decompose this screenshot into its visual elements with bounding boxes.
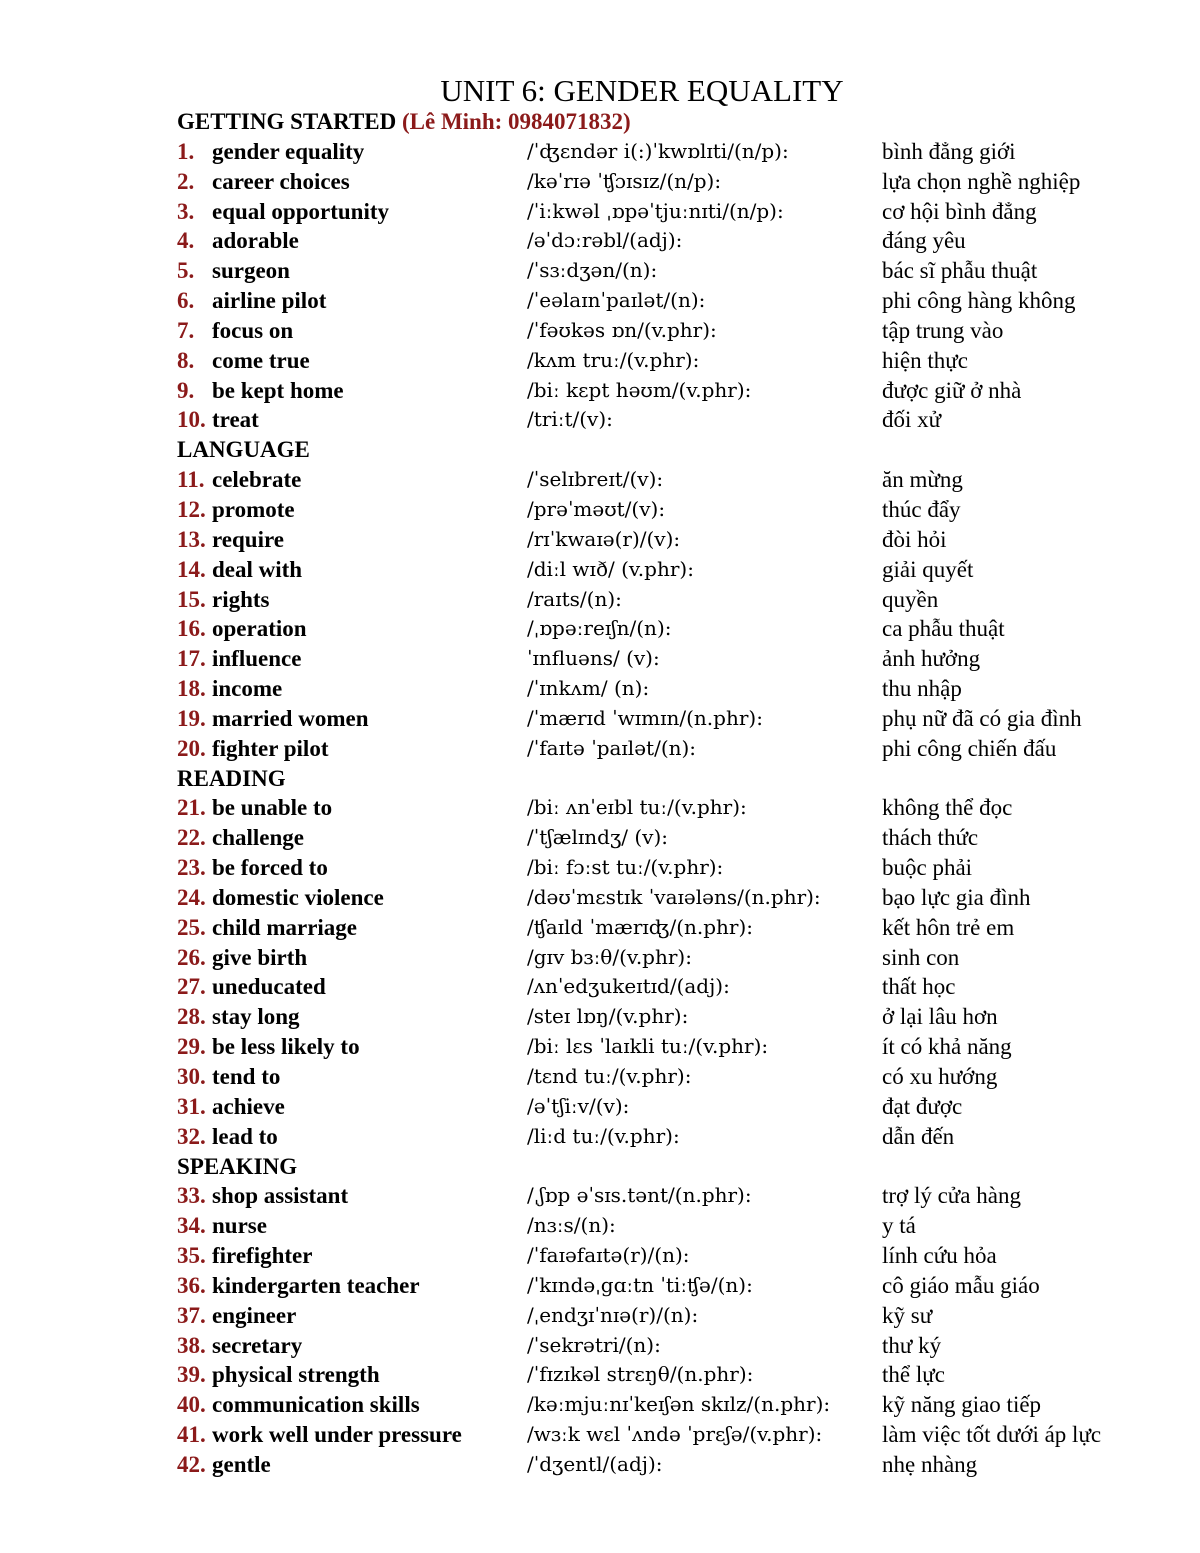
vocab-meaning: bác sĩ phẫu thuật	[882, 258, 1038, 284]
vocab-meaning: thể lực	[882, 1362, 945, 1388]
vocab-row	[177, 972, 1137, 1002]
vocab-number: 29.	[177, 1034, 206, 1060]
vocab-meaning: lính cứu hỏa	[882, 1243, 997, 1269]
vocab-word: child marriage	[212, 914, 357, 940]
vocab-number: 18.	[177, 676, 206, 702]
vocab-ipa: /prəˈməʊt/(v):	[527, 496, 666, 521]
vocab-ipa: /ˌendʒɪˈnɪə(r)/(n):	[527, 1302, 699, 1327]
vocab-meaning: nhẹ nhàng	[882, 1451, 978, 1477]
vocab-number: 28.	[177, 1004, 206, 1030]
vocab-word: tend to	[212, 1064, 281, 1089]
vocab-meaning: bạo lực gia đình	[882, 884, 1031, 910]
vocab-meaning: làm việc tốt dưới áp lực	[882, 1422, 1102, 1448]
vocab-row	[177, 167, 1137, 197]
vocab-word: physical strength	[212, 1362, 380, 1388]
vocab-meaning: thách thức	[882, 825, 979, 851]
section-heading	[177, 1152, 1137, 1182]
vocab-ipa: /tɛnd tuː/(v.phr):	[527, 1064, 692, 1088]
vocab-word: gender equality	[212, 138, 365, 164]
section-heading-text: READING	[177, 765, 286, 791]
vocab-word: communication skills	[212, 1392, 420, 1418]
vocab-number: 14.	[177, 556, 206, 582]
vocab-word: influence	[212, 646, 302, 672]
vocab-ipa: /steɪ lɒŋ/(v.phr):	[527, 1004, 689, 1029]
vocab-row	[177, 316, 1137, 346]
vocab-number: 12.	[177, 496, 206, 522]
section-heading-text: GETTING STARTED	[177, 109, 397, 134]
vocab-meaning: ảnh hưởng	[882, 646, 981, 672]
vocab-ipa: /liːd tuː/(v.phr):	[527, 1123, 680, 1148]
vocab-row	[177, 1420, 1137, 1450]
vocab-ipa: /ˈeəlaɪnˈpaɪlət/(n):	[527, 288, 706, 313]
vocab-meaning: thu nhập	[882, 676, 962, 702]
vocab-ipa: /ˌʃɒp əˈsɪs.tənt/(n.phr):	[527, 1183, 752, 1208]
vocab-row	[177, 376, 1137, 406]
vocab-word: shop assistant	[212, 1183, 349, 1209]
vocab-meaning: buộc phải	[882, 855, 973, 881]
vocab-ipa: /biː kɛpt həʊm/(v.phr):	[527, 377, 752, 402]
vocab-row	[177, 853, 1137, 883]
vocab-ipa: /dəʊˈmɛstɪk ˈvaɪələns/(n.phr):	[527, 884, 821, 909]
vocab-number: 1.	[177, 138, 195, 164]
vocab-ipa: /ˈfaɪəfaɪtə(r)/(n):	[527, 1243, 690, 1268]
vocab-row	[177, 1271, 1137, 1301]
vocab-row	[177, 1092, 1137, 1122]
vocab-number: 17.	[177, 646, 206, 672]
vocab-word: income	[212, 676, 283, 702]
vocab-word: adorable	[212, 228, 299, 254]
vocab-ipa: /əˈtʃiːv/(v):	[527, 1093, 630, 1118]
vocab-ipa: /biː lɛs ˈlaɪkli tuː/(v.phr):	[527, 1034, 769, 1059]
vocab-word: fighter pilot	[212, 735, 329, 761]
vocab-word: gentle	[212, 1451, 271, 1477]
vocab-ipa: /ʧaɪld ˈmærɪʤ/(n.phr):	[527, 914, 754, 939]
vocab-row	[177, 1450, 1137, 1480]
vocab-number: 23.	[177, 855, 206, 881]
vocab-row	[177, 1211, 1137, 1241]
vocab-row	[177, 346, 1137, 376]
vocab-ipa: /ˈtʃælɪndʒ/ (v):	[527, 825, 669, 850]
vocab-row	[177, 793, 1137, 823]
vocabulary-list	[177, 107, 1137, 1480]
vocab-word: equal opportunity	[212, 198, 390, 224]
vocab-number: 15.	[177, 586, 206, 612]
vocab-row	[177, 704, 1137, 734]
vocab-meaning: quyền	[882, 586, 939, 612]
vocab-meaning: sinh con	[882, 944, 960, 970]
vocab-word: rights	[212, 586, 270, 612]
vocab-ipa: /kəˈrɪə ˈʧɔɪsɪz/(n/p):	[527, 168, 722, 193]
vocab-ipa: /diːl wɪð/ (v.phr):	[527, 556, 694, 581]
vocab-row	[177, 1301, 1137, 1331]
vocab-row	[177, 585, 1137, 615]
vocab-ipa: /rɪˈkwaɪə(r)/(v):	[527, 526, 681, 551]
vocab-meaning: đòi hỏi	[882, 526, 947, 552]
vocab-ipa: /ˈselɪbreɪt/(v):	[527, 467, 664, 492]
vocab-number: 31.	[177, 1093, 206, 1119]
vocab-ipa: /gɪv bɜːθ/(v.phr):	[527, 944, 692, 969]
vocab-meaning: kết hôn trẻ em	[882, 914, 1015, 940]
vocab-number: 25.	[177, 914, 206, 940]
vocab-row	[177, 1390, 1137, 1420]
vocab-ipa: /biː ʌnˈeɪbl tuː/(v.phr):	[527, 795, 747, 820]
vocab-number: 9.	[177, 377, 195, 403]
section-heading	[177, 107, 1137, 137]
vocab-meaning: đạt được	[882, 1093, 963, 1119]
vocab-ipa: /kʌm truː/(v.phr):	[527, 347, 700, 372]
vocab-ipa: /raɪts/(n):	[527, 586, 622, 611]
vocab-meaning: đối xử	[882, 407, 942, 433]
vocab-meaning: ít có khả năng	[882, 1034, 1012, 1060]
vocab-number: 10.	[177, 407, 206, 433]
vocab-meaning: tập trung vào	[882, 317, 1004, 343]
vocab-word: come true	[212, 347, 310, 373]
vocab-number: 7.	[177, 317, 195, 343]
vocab-number: 26.	[177, 944, 206, 970]
vocab-row	[177, 614, 1137, 644]
vocab-meaning: giải quyết	[882, 556, 974, 582]
vocab-meaning: dẫn đến	[882, 1123, 955, 1149]
section-heading-text: SPEAKING	[177, 1153, 298, 1179]
vocab-row	[177, 1002, 1137, 1032]
vocab-ipa: /ˈɪnkʌm/ (n):	[527, 676, 650, 701]
vocab-word: secretary	[212, 1332, 303, 1358]
vocab-word: give birth	[212, 944, 308, 970]
vocab-row	[177, 137, 1137, 167]
vocab-word: operation	[212, 616, 307, 642]
vocab-number: 11.	[177, 467, 205, 493]
vocab-number: 32.	[177, 1123, 206, 1149]
vocab-number: 4.	[177, 228, 195, 254]
vocab-number: 16.	[177, 616, 206, 642]
vocab-row	[177, 405, 1137, 435]
vocab-meaning: được giữ ở nhà	[882, 377, 1022, 403]
vocab-number: 6.	[177, 288, 195, 314]
vocab-word: promote	[212, 496, 295, 522]
vocab-row	[177, 525, 1137, 555]
section-heading-text: LANGUAGE	[177, 437, 310, 463]
vocab-number: 33.	[177, 1183, 206, 1209]
vocab-row	[177, 1062, 1137, 1092]
vocab-word: airline pilot	[212, 288, 327, 314]
vocab-row	[177, 1331, 1137, 1361]
vocab-word: stay long	[212, 1004, 300, 1030]
vocab-number: 39.	[177, 1362, 206, 1388]
vocab-ipa: /ˈfɪzɪkəl strɛŋθ/(n.phr):	[527, 1362, 754, 1387]
vocab-ipa: /ˈsɜːdʒən/(n):	[527, 258, 658, 283]
vocab-row	[177, 555, 1137, 585]
vocab-word: be forced to	[212, 855, 328, 881]
vocab-row	[177, 1241, 1137, 1271]
vocab-word: be kept home	[212, 377, 344, 403]
vocab-row	[177, 823, 1137, 853]
vocab-word: kindergarten teacher	[212, 1272, 420, 1298]
vocab-row	[177, 734, 1137, 764]
vocab-row	[177, 226, 1137, 256]
vocab-number: 5.	[177, 258, 195, 284]
vocab-ipa: /kəːmjuːnɪˈkeɪʃən skɪlz/(n.phr):	[527, 1392, 831, 1417]
vocab-word: firefighter	[212, 1243, 313, 1269]
vocab-row	[177, 197, 1137, 227]
vocab-row	[177, 256, 1137, 286]
vocab-word: surgeon	[212, 258, 290, 284]
vocab-number: 37.	[177, 1302, 206, 1328]
vocab-ipa: /triːt/(v):	[527, 407, 613, 432]
vocab-word: achieve	[212, 1093, 285, 1119]
vocab-row	[177, 1122, 1137, 1152]
page-title: UNIT 6: GENDER EQUALITY	[440, 73, 844, 108]
vocab-row	[177, 465, 1137, 495]
vocab-ipa: /wɜːk wɛl ˈʌndə ˈprɛʃə/(v.phr):	[527, 1422, 823, 1447]
vocab-row	[177, 1360, 1137, 1390]
vocab-number: 22.	[177, 825, 206, 851]
section-heading	[177, 435, 1137, 465]
vocab-meaning: ở lại lâu hơn	[882, 1004, 998, 1030]
vocab-ipa: /ˈfəʊkəs ɒn/(v.phr):	[527, 317, 717, 342]
vocab-number: 38.	[177, 1332, 206, 1358]
vocab-number: 13.	[177, 526, 206, 552]
vocab-ipa: /nɜːs/(n):	[527, 1213, 616, 1238]
vocab-word: be unable to	[212, 795, 333, 821]
vocab-word: treat	[212, 407, 259, 433]
vocab-number: 35.	[177, 1243, 206, 1269]
vocab-number: 34.	[177, 1213, 206, 1239]
vocab-number: 8.	[177, 347, 195, 373]
vocab-ipa: ˈɪnfluəns/ (v):	[527, 646, 660, 671]
vocab-ipa: /əˈdɔːrəbl/(adj):	[527, 228, 683, 253]
vocab-word: work well under pressure	[212, 1422, 462, 1448]
vocab-row	[177, 883, 1137, 913]
vocab-ipa: /ˈfaɪtə ˈpaɪlət/(n):	[527, 735, 697, 760]
vocab-ipa: /ʌnˈedʒukeɪtɪd/(adj):	[527, 974, 730, 999]
vocab-meaning: thư ký	[882, 1332, 942, 1358]
vocab-ipa: /ˈiːkwəl ˌɒpəˈtjuːnɪti/(n/p):	[527, 198, 784, 223]
vocab-meaning: bình đẳng giới	[882, 138, 1016, 164]
vocab-number: 27.	[177, 974, 206, 1000]
vocab-ipa: /ˈdʒentl/(adj):	[527, 1451, 663, 1476]
vocab-word: lead to	[212, 1123, 278, 1149]
vocab-number: 24.	[177, 884, 206, 910]
vocab-meaning: hiện thực	[882, 347, 968, 373]
vocab-meaning: phi công chiến đấu	[882, 735, 1057, 761]
vocab-meaning: lựa chọn nghề nghiệp	[882, 168, 1081, 194]
vocab-meaning: phụ nữ đã có gia đình	[882, 705, 1082, 731]
vocab-row	[177, 913, 1137, 943]
vocab-row	[177, 1181, 1137, 1211]
vocab-word: domestic violence	[212, 884, 384, 910]
vocab-word: require	[212, 526, 284, 552]
vocab-meaning: kỹ sư	[882, 1302, 933, 1328]
vocab-number: 20.	[177, 735, 206, 761]
vocab-meaning: cô giáo mẫu giáo	[882, 1272, 1040, 1298]
vocab-meaning: có xu hướng	[882, 1064, 998, 1089]
vocab-row	[177, 644, 1137, 674]
vocab-ipa: /ˈmærɪd ˈwɪmɪn/(n.phr):	[527, 705, 763, 730]
vocab-word: engineer	[212, 1302, 297, 1328]
vocab-word: uneducated	[212, 974, 326, 1000]
vocab-number: 21.	[177, 795, 206, 821]
vocab-number: 30.	[177, 1064, 206, 1089]
vocab-number: 2.	[177, 168, 195, 194]
vocab-row	[177, 286, 1137, 316]
vocab-meaning: cơ hội bình đẳng	[882, 198, 1037, 224]
vocab-word: focus on	[212, 317, 294, 343]
vocab-number: 36.	[177, 1272, 206, 1298]
vocab-number: 40.	[177, 1392, 206, 1418]
vocab-number: 42.	[177, 1451, 206, 1477]
vocab-meaning: y tá	[882, 1213, 916, 1239]
vocab-meaning: trợ lý cửa hàng	[882, 1183, 1021, 1209]
vocab-ipa: /ˈsekrətri/(n):	[527, 1332, 661, 1357]
vocab-word: career choices	[212, 168, 350, 194]
vocab-meaning: ca phẫu thuật	[882, 616, 1005, 642]
vocab-ipa: /ˌɒpəːreɪʃn/(n):	[527, 616, 672, 641]
vocab-word: married women	[212, 705, 369, 731]
vocab-row	[177, 674, 1137, 704]
vocab-row	[177, 943, 1137, 973]
vocab-meaning: phi công hàng không	[882, 288, 1076, 314]
vocab-meaning: kỹ năng giao tiếp	[882, 1392, 1042, 1418]
vocab-word: nurse	[212, 1213, 267, 1239]
vocab-meaning: thất học	[882, 974, 956, 1000]
vocab-number: 19.	[177, 705, 206, 731]
vocab-meaning: thúc đẩy	[882, 496, 961, 522]
author-contact: (Lê Minh: 0984071832)	[402, 109, 631, 134]
vocab-row	[177, 1032, 1137, 1062]
vocab-word: deal with	[212, 556, 303, 582]
section-heading	[177, 764, 1137, 794]
vocab-word: challenge	[212, 825, 304, 851]
vocab-word: celebrate	[212, 467, 302, 493]
vocab-number: 41.	[177, 1422, 206, 1448]
vocab-meaning: ăn mừng	[882, 467, 963, 493]
vocab-meaning: không thể đọc	[882, 795, 1013, 821]
vocab-number: 3.	[177, 198, 195, 224]
vocab-word: be less likely to	[212, 1034, 360, 1060]
vocab-ipa: /biː fɔːst tuː/(v.phr):	[527, 855, 724, 880]
vocab-row	[177, 495, 1137, 525]
vocab-ipa: /ˈʤɛndər i(:)ˈkwɒlɪti/(n/p):	[527, 138, 789, 163]
vocab-ipa: /ˈkɪndəˌgɑːtn ˈtiːʧə/(n):	[527, 1272, 753, 1297]
vocab-meaning: đáng yêu	[882, 228, 966, 254]
